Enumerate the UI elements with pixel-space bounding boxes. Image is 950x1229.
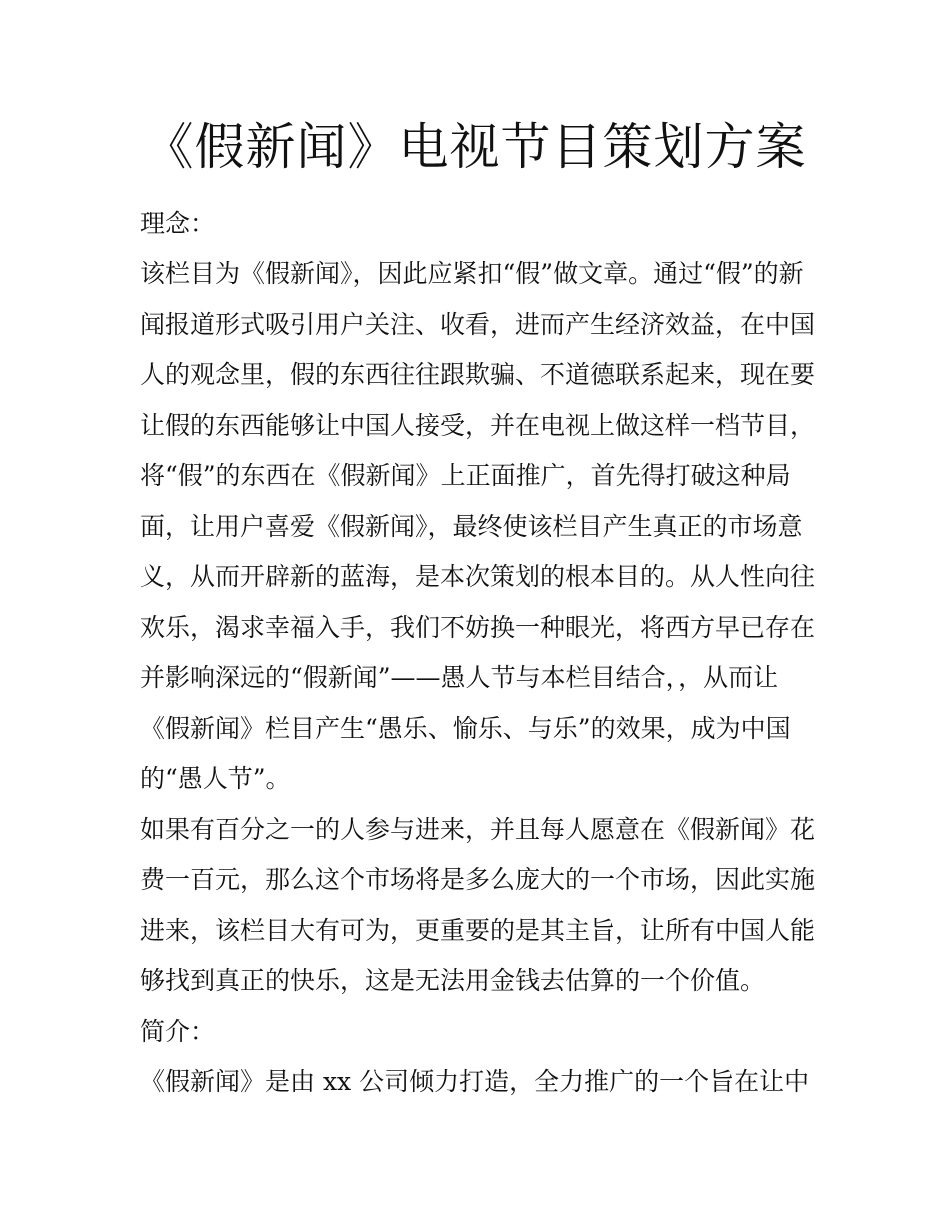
body-line: 欢乐，渴求幸福入手，我们不妨换一种眼光，将西方早已存在 [140, 613, 816, 642]
body-line: 费一百元，那么这个市场将是多么庞大的一个市场，因此实施 [140, 865, 816, 894]
body-line: 的“愚人节”。 [140, 764, 291, 793]
body-line: 并影响深远的“假新闻”——愚人节与本栏目结合，，从而让 [140, 663, 779, 692]
body-line: 该栏目为《假新闻》，因此应紧扣“假”做文章。通过“假”的新 [140, 259, 804, 288]
body-line: 将“假”的东西在《假新闻》上正面推广，首先得打破这种局 [140, 461, 791, 490]
section-heading-intro: 简介： [140, 1017, 216, 1046]
body-line: 《假新闻》栏目产生“愚乐、愉乐、与乐”的效果，成为中国 [140, 714, 791, 743]
body-line: 如果有百分之一的人参与进来，并且每人愿意在《假新闻》花 [140, 815, 816, 844]
body-line: 面，让用户喜爱《假新闻》，最终使该栏目产生真正的市场意 [140, 512, 803, 541]
section-heading-concept: 理念： [140, 209, 216, 238]
body-line: 闻报道形式吸引用户关注、收看，进而产生经济效益，在中国 [140, 310, 816, 339]
body-line: 义，从而开辟新的蓝海，是本次策划的根本目的。从人性向往 [140, 562, 816, 591]
body-line: 进来，该栏目大有可为，更重要的是其主旨，让所有中国人能 [140, 916, 816, 945]
body-line: 人的观念里，假的东西往往跟欺骗、不道德联系起来，现在要 [140, 360, 816, 389]
body-line: 《假新闻》是由 xx 公司倾力打造，全力推广的一个旨在让中 [140, 1067, 810, 1096]
document-title: 《假新闻》电视节目策划方案 [143, 118, 807, 176]
body-line: 够找到真正的快乐，这是无法用金钱去估算的一个价值。 [140, 966, 766, 995]
body-line: 让假的东西能够让中国人接受，并在电视上做这样一档节目， [140, 411, 816, 440]
